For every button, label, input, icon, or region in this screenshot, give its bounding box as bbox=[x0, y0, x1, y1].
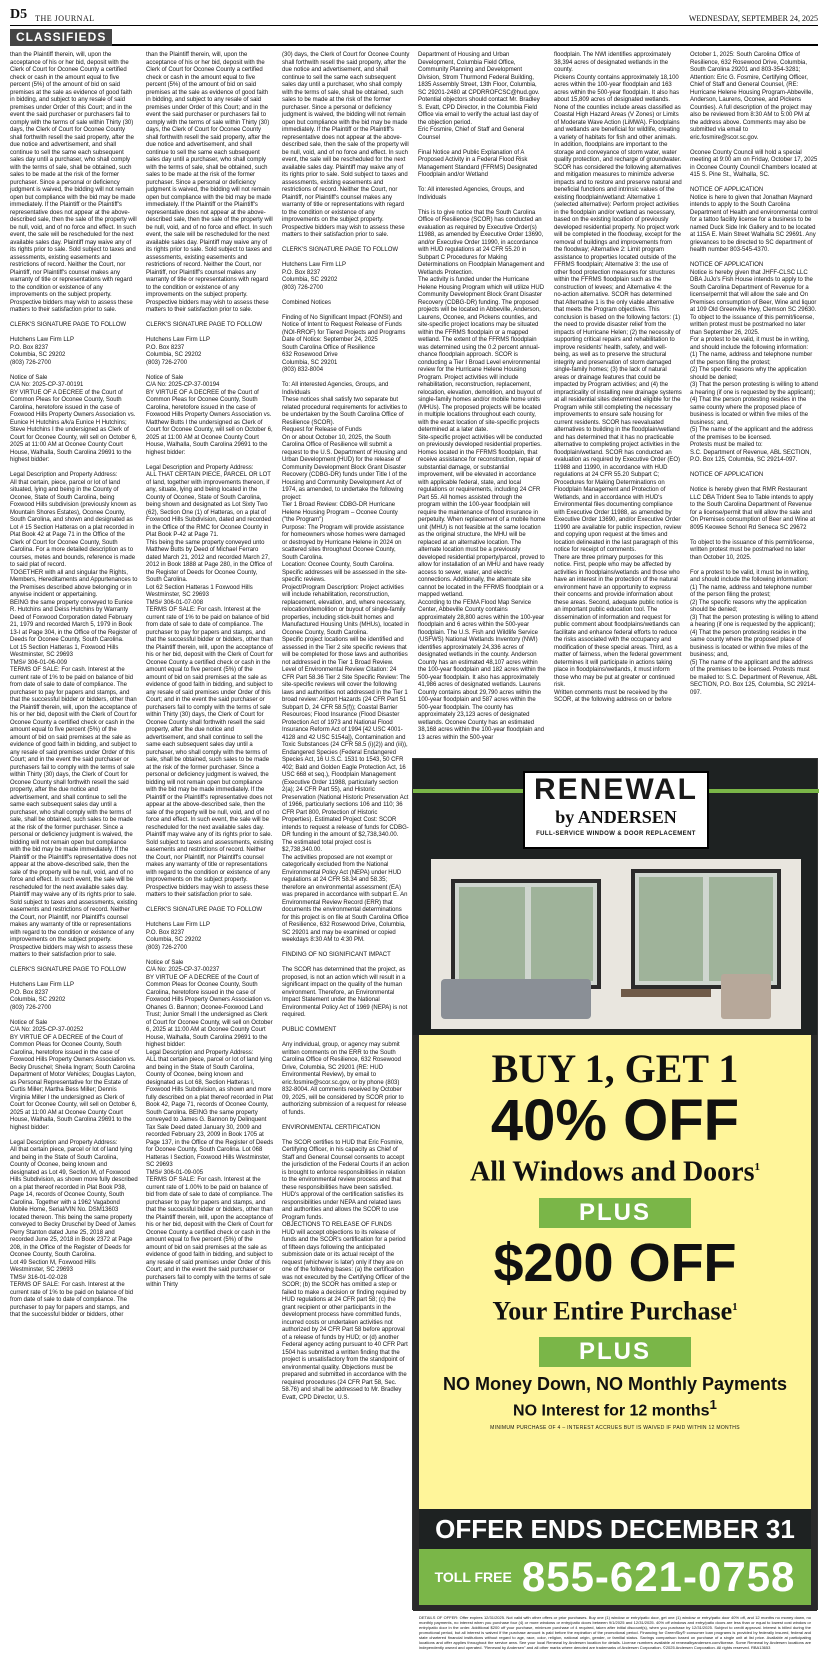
column-text: October 1, 2025: South Carolina Office of Resilience, 632 Rosewood Drive, Columbia, South Carolina 29201 and 803-354-3281; Attention: Eric G. Fosmire, Certifying Officer, Chief of Staff and General Counsel, (RE: Hurricane Helene Housing Program-Abbeville, Anderson, Laurens, Oconee, and Pickens Counties). A full description of the project may also be reviewed from 8:30 AM to 5:00 PM at the address above. Comments may also be submitted via email to eric.fosmire@scor.sc.gov. Oconee County Council will hold a special meeting at 9:00 am on Friday, October 17, 2025 in Oconee County Council Chambers located at 415 S. Pine St., Walhalla, SC. NOTICE OF APPLICATION Notice is here to given that Jonathan Maynard intends to apply to the South Carolina Department of Health and environmental control for a tattoo facility license for a business to be named Duck Side Ink Gallery and to be located at 115A E. Main Street Walhalla SC 29691. Any grievances to be directed to SC department of health number 803-545-4370. NOTICE OF APPLICATION Notice is hereby given that JHFF-CLSC LLC DBA JuJo's Fish House intends to apply to the South Carolina Department of Revenue for a license/permit that will allow the sale and On Premises consumption of Beer, Wine and liquor at 109 Old Greenville Hwy, Clemson SC 29630. To object to the issuance of this permit/license, written protest must be postmarked no later than September 26, 2025. For a protest to be valid, it must be in writing, and should include the following information: (1) The name, address and telephone number of the person filing the protest; (2) The specific reasons why the application should be denied; (3) That the person protesting is willing to attend a hearing (if one is requested by the applicant); (4) That the person protesting resides in the same county where the proposed place of business is located or within five miles of the business; and, (5) The name of the applicant and the address of the premises to be licensed. Protests must be mailed to: S.C. Department of Revenue, ABL SECTION, P.O. Box 125, Columbia, SC 29214-097. NOTICE OF APPLICATION Notice is hereby given that RMR Restaurant LLC DBA Trident Sea to Table intends to apply to the South Carolina Department of Revenue for a license/permit that will allow the sale and On Premises consumption of Beer and Wine at 8095 Keowee School Rd Seneca SC 29672 To object to the issuance of this permit/license, written protest must be postmarked no later than October 10, 2025. For a protest to be valid, it must be in writing, and should include the following information: (1) The name, address and telephone number of the person filing the protest; (2) The specific reasons why the application should be denied; (3) That the person protesting is willing to attend a hearing (if one is requested by the applicant); (4) That the person protesting resides in the same county where the proposed place of business is located or within five miles of the business; and, (5) The name of the applicant and the address of the premises to be licensed. Protests must be mailed to: S.C. Department of Revenue, ABL SECTION, P.O. Box 125, Columbia, SC 29214-097. bbox=[690, 52, 818, 696]
offer-dollar-sub: Your Entire Purchase$^1$ bbox=[492, 1296, 738, 1326]
window-illustration bbox=[451, 879, 601, 989]
masthead bbox=[10, 6, 818, 26]
offer-ends-bar: OFFER ENDS DECEMBER 31 bbox=[419, 1509, 811, 1549]
column-text: than the Plaintiff therein, will, upon the acceptance of his or her bid, deposit with the Clerk of Court for Oconee County a certified check or cash in the amount equal to five percent (5%) of the amount of bid on said premises at the sale as evidence of good faith in bidding, and subject to any resale of said premises under Order of this Court; and in the event the said purchaser or purchasers fail to comply with the terms of sale within Thirty (30) days, the Clerk of Court for Oconee County shall forthwith resell the said property, after the due notice and advertisement, and shall continue to sell the same each subsequent sales day until a purchaser, who shall comply with the terms of sale, shall be obtained, such sales to be made at the risk of the former purchaser. Since a personal or deficiency judgment is waived, the bidding will not remain open but compliance with the bid may be made immediately. If the Plaintiff or the Plaintiff's representative does not appear at the above-described sale, then the sale of the property will be null, void, and of no force and effect. In such event, the sale will be rescheduled for the next available sales day. Plaintiff may waive any of its rights prior to sale. Sold subject to taxes and assessments, existing easements and restrictions of record. Neither the Court, nor Plaintiff, nor Plaintiff's counsel makes any warranty of title or representations with regard to the condition or existence of any improvements on the subject property. Prospective bidders may wish to assess these matters to their satisfaction prior to sale. CLERK'S SIGNATURE PAGE TO FOLLOW Hutchens Law Firm LLP P.O. Box 8237 Columbia, SC 29202 (803) 726-2700 Notice of Sale C/A No: 2025-CP-37-00194 BY VIRTUE OF A DECREE of the Court of Common Pleas for Oconee County, South Carolina, heretofore issued in the case of Foxwood Hills Property Owners Association vs. Matthew Butts I the undersigned as Clerk of Court for Oconee County, will sell on October 6, 2025 at 11:00 AM at Oconee County Court House, Walhalla, South Carolina 29691 to the highest bidder: Legal Description and Property Address: ALL THAT CERTAIN PIECE, PARCEL OR LOT of land, together with improvements thereon, if any, situate, lying and being located in the County of Oconee, State of South Carolina, being shown and designated as Lot Sixty Two (62), Section One (1) of Hatteras, on a plat of Foxwood Hills Subdivision, dated and recorded in the Office of the RMC for Oconee County in Plat Book P-42 at Page 71. This being the same property conveyed unto Matthew Butts by Deed of Michael Ferraro dated March 21, 2012 and recorded March 27, 2012 in Book 1888 at Page 280, in the Office of the Register of Deeds for Oconee County, South Carolina. Lot 62 Section Hatteras 1 Foxwood Hills Westminster, SC 29693 TMS# 306-01-07-008 TERMS OF SALE: For cash. Interest at the current rate of 1% to be paid on balance of bid from date of sale to date of compliance. The purchaser to pay for papers and stamps, and that the successful bidder or bidders, other than the Plaintiff therein, will, upon the acceptance of his or her bid, deposit with the Clerk of Court for Oconee County a certified check or cash in the amount equal to five percent (5%) of the amount of bid on said premises at the sale as evidence of good faith in bidding, and subject to any resale of said premises under Order of this Court; and in the event the said purchaser or purchasers fail to comply with the terms of sale within Thirty (30) days, the Clerk of Court for Oconee County shall forthwith resell the said property, after the due notice and advertisement, and shall continue to sell the same each subsequent sales day until a purchaser, who shall comply with the terms of sale, shall be obtained, such sales to be made at the risk of the former purchaser. Since a personal or deficiency judgment is waived, the bidding will not remain open but compliance with the bid may be made immediately. If the Plaintiff or the Plaintiff's representative does not appear at the above-described sale, then the sale of the property will be null, void, and of no force and effect. In such event, the sale will be rescheduled for the next available sales day. Plaintiff may waive any of its rights prior to sale. Sold subject to taxes and assessments, existing easements and restrictions of record. Neither the Court, nor Plaintiff, nor Plaintiff's counsel makes any warranty of title or representations with regard to the condition or existence of any improvements on the subject property. Prospective bidders may wish to assess these matters to their satisfaction prior to sale. CLERK'S SIGNATURE PAGE TO FOLLOW Hutchens Law Firm LLP P.O. Box 8237 Columbia, SC 29202 (803) 726-2700 Notice of Sale C/A No: 2025-CP-37-00237 BY VIRTUE OF A DECREE of the Court of Common Pleas for Oconee County, South Carolina, heretofore issued in the case of Foxwood Hills Property Owners Association vs. Ohanes G. Bannon; Oconee-Foxwood Land Trust; Junior Small I the undersigned as Clerk of Court for Oconee County, will sell on October 6, 2025 at 11:00 AM at Oconee County Court House, Walhalla, South Carolina 29691 to the highest bidder: Legal Description and Property Address: ALL that certain piece, parcel or lot of land lying and being in the State of South Carolina, County of Oconee, being known and designated as Lot 68, Section Hatteras I, Foxwood Hills Subdivision, as shown and more fully described on a plat thereof recorded in Plat Book 42, Page 71, records of Oconee County, South Carolina. BEING the same property conveyed to James G. Bannon by Delinquent Tax Sale Deed dated January 30, 2009 and recorded February 23, 2009 in Book 1705 at Page 137, in the Office of the Register of Deeds for Oconee County, South Carolina. Lot 068 Hatteras I Section, Foxwood Hills Westminster, SC 29693 TMS# 306-01-09-005 TERMS OF SALE: For cash. Interest at the current rate of 1.00% to be paid on balance of bid from date of sale to date of compliance. The purchaser to pay for papers and stamps, and that the successful bidder or bidders, other than the Plaintiff therein, will, upon the acceptance of his or her bid, deposit with the Clerk of Court for Oconee County a certified check or cash in the amount equal to five percent (5%) of the amount of bid on said premises at the sale as evidence of good faith in bidding, and subject to any resale of said premises under Order of this Court; and in the event the said purchaser or purchasers fail to comply with the terms of sale within Thirty bbox=[146, 52, 274, 1288]
section-title: CLASSIFIEDS bbox=[10, 29, 112, 46]
column-text: Department of Housing and Urban Development, Columbia Field Office, Community Planning and Development Division, Strom Thurmond Federal Building, 1835 Assembly Street, 13th Floor, Columbia, SC 29201-2480 at CPDRROFCSC@hud.gov. Potential objectors should contact Mr. Bradley S. Evatt, CPD Director, in the Columbia Field Office via email to verify the actual last day of the objection period. Eric Fosmire, Chief of Staff and General Counsel Final Notice and Public Explanation of A Proposed Activity in a Federal Flood Risk Management Standard (FFRMS) Designated Floodplain and/or Wetland To: All interested Agencies, Groups, and Individuals This is to give notice that the South Carolina Office of Resilience (SCOR) has conducted an evaluation as required by Executive Order(s) 11988, as amended by Executive Order 13690, and/or Executive Order 11990, in accordance with HUD regulations at 24 CFR 55.20 in Subpart C Procedures for Making Determinations on Floodplain Management and Wetlands Protection. The activity is funded under the Hurricane Helene Housing Program which will utilize HUD Community Development Block Grant Disaster Recovery (CDBG-DR) funding. The proposed projects will be located in Abbeville, Anderson, Laurens, Oconee, and Pickens counties, and site-specific project locations may be situated within the FFRMS floodplain or a mapped wetland. The extent of the FFRMS floodplain was determined using the 0.2 percent annual-chance floodplain approach. SCOR is conducting a Tier I Broad Level environmental review for the Hurricane Helene Housing Program. Project activities will include rehabilitation, reconstruction, replacement, relocation, elevation, demolition, and buyout of single-family homes and/or mobile home units (MHUs). The proposed projects will be located in multiple locations throughout each county, with the exact location of site-specific projects determined at a later date. Site-specific project activities will be conducted on previously developed residential properties. Homes located in the FFRMS floodplain, that receive assistance for reconstruction, repair of substantial damage, or substantial improvement, will be elevated in accordance with applicable federal, state, and local regulations or requirements, including 24 CFR Part 55. All homes assisted through the program within the 100-year floodplain will require the maintenance of flood insurance in perpetuity. When replacement of a mobile home unit (MHU) is not feasible at the same location as the original structure, the MHU will be replaced at an alternative location. The alternate location must be a previously developed residential property/parcel, proved to allow for installation of an MHU and have ready access to sewer, water, and electric connections. Additionally, the alternate site cannot be located in the FFRMS floodplain or a mapped wetland. According to the FEMA Flood Map Service Center, Abbeville County contains approximately 28,800 acres within the 100-year floodplain and 6 acres within the 500-year floodplain. The U.S. Fish and Wildlife Service (USFWS) National Wetlands Inventory (NWI) identifies approximately 24,336 acres of designated wetlands in the county. Anderson County has an estimated 48,107 acres within the 100-year floodplain and 182 acres within the 500-year floodplain. It also has approximately 41,986 acres of designated wetlands. Laurens County contains about 29,790 acres within the 100-year floodplain and 587 acres within the 500-year floodplain. The county has approximately 23,123 acres of designated wetlands. Oconee County has an estimated 38,168 acres within the 100-year floodplain and 13 acres within the 500-year bbox=[418, 52, 546, 741]
offer-minimum: MINIMUM PURCHASE OF 4 – INTEREST ACCRUES BUT IS WAIVED IF PAID WITHIN 12 MONTHS bbox=[490, 1425, 740, 1432]
column-text: (30) days, the Clerk of Court for Oconee County shall forthwith resell the said property, after the due notice and advertisement, and shall continue to sell the same each subsequent sales day until a purchaser, who shall comply with the terms of sale, shall be obtained, such sales to be made at the risk of the former purchaser. Since a personal or deficiency judgment is waived, the bidding will not remain open but compliance with the bid may be made immediately. If the Plaintiff or the Plaintiff's representative does not appear at the above-described sale, then the sale of the property will be null, void, and of no force and effect. In such event, the sale will be rescheduled for the next available sales day. Plaintiff may waive any of its rights prior to sale. Sold subject to taxes and assessments, existing easements and restrictions of record. Neither the Court, nor Plaintiff, nor Plaintiff's counsel makes any warranty of title or representations with regard to the condition or existence of any improvements on the subject property. Prospective bidders may wish to assess these matters to their satisfaction prior to sale. CLERK'S SIGNATURE PAGE TO FOLLOW Hutchens Law Firm LLP P.O. Box 8237 Columbia, SC 29202 (803) 726-2700 Combined Notices Finding of No Significant Impact (FONSI) and Notice of Intent to Request Release of Funds (NOI-RROF) for Tiered Projects and Programs Date of Notice: September 24, 2025 South Carolina Office of Resilience 632 Rosewood Drive Columbia, SC 29201 (803) 832-8004 To: All interested Agencies, Groups, and Individuals These notices shall satisfy two separate but related procedural requirements for activities to be undertaken by the South Carolina Office of Resilience (SCOR). Request for Release of Funds On or about October 10, 2025, the South Carolina Office of Resilience will submit a request to the U.S. Department of Housing and Urban Development (HUD) for the release of Community Development Block Grant Disaster Recovery (CDBG-DR) funds under Title I of the Housing and Community Development Act of 1974, as amended, to undertake the following project: Tier 1 Broad Review: CDBG-DR Hurricane Helene Housing Program – Oconee County ("the Program") Purpose: The Program will provide assistance for homeowners whose homes were damaged or destroyed by Hurricane Helene in 2024 on scattered sites throughout Oconee County, South Carolina. Location: Oconee County, South Carolina. Specific addresses will be assessed in the site-specific reviews. Project/Program Description: Project activities will include rehabilitation, reconstruction, replacement, elevation, and, where necessary, relocation/demolition or buyout of single-family properties, including stick-built homes and Manufactured Housing Units (MHUs), located in Oconee County, South Carolina. Specific project locations will be identified and assessed in the Tier 2 site specific reviews that will be completed for those laws and authorities not addressed in the Tier 1 Broad Review. Level of Environmental Review Citation: 24 CFR Part 58.36 Tier 2 Site Specific Review: The site-specific reviews will cover the following laws and authorities not addressed in the Tier 1 broad review: Airport Hazards (24 CFR Part 51 Subpart D, 24 CFR 58.5(f)); Coastal Barrier Resources; Flood Insurance (Flood Disaster Protection Act of 1973 and National Flood Insurance Reform Act of 1994 [42 USC 4001-4128 and 42 USC 5154a]), Contamination and Toxic Substances (24 CFR 58.5 (i)(2)) and (iii)), Endangered Species (Federal Endangered Species Act, 16 U.S.C. 1531 to 1543, 50 CFR 402; Bald and Golden Eagle Protection Act, 16 USC 668 et seq.), Floodplain Management (Executive Order 11988, particularly section 2(a); 24 CFR Part 55), and Historic Preservation (National Historic Preservation Act of 1966, particularly sections 106 and 110; 36 CFR Part 800, Protection of Historic Properties). Estimated Project Cost: SCOR intends to request a release of funds for CDBG-DR funding in the amount of $2,738,340.00. The estimated total project cost is $2,738,340.00. The activities proposed are not exempt or categorically excluded from the National Environmental Policy Act (NEPA) under HUD regulations at 24 CFR 58.34 and 58.35; therefore an environmental assessment (EA) was prepared in accordance with subpart E. An Environmental Review Record (ERR) that documents the environmental determinations for this project is on file at South Carolina Office of Resilience, 632 Rosewood Drive, Columbia, SC 29201 and may be examined or copied weekdays 8:30 AM to 4:30 PM. FINDING OF NO SIGNIFICANT IMPACT The SCOR has determined that the project, as proposed, is not an action which will result in a significant impact on the quality of the human environment. Therefore, an Environmental Impact Statement under the National Environmental Policy Act of 1969 (NEPA) is not required. PUBLIC COMMENT Any individual, group, or agency may submit written comments on the ERR to the South Carolina Office of Resilience, 632 Rosewood Drive, Columbia, SC 29201 (RE: HUD Environmental Review), by email to eric.fosmire@scor.sc.gov, or by phone (803) 832-8004. All comments received by October 09, 2025, will be considered by SCOR prior to authorizing submission of a request for release of funds. ENVIRONMENTAL CERTIFICATION The SCOR certifies to HUD that Eric Fosmire, Certifying Officer, in his capacity as Chief of Staff and General Counsel consents to accept the jurisdiction of the Federal Courts if an action is brought to enforce responsibilities in relation to the environmental review process and that these responsibilities have been satisfied. HUD's approval of the certification satisfies its responsibilities under NEPA and related laws and authorities and allows the SCOR to use Program funds. OBJECTIONS TO RELEASE OF FUNDS HUD will accept objections to its release of funds and the SCOR's certification for a period of fifteen days following the anticipated submission date or its actual receipt of the request (whichever is later) only if they are on one of the following bases: (a) the certification was not executed by the Certifying Officer of the SCOR; (b) the SCOR has omitted a step or failed to make a decision or finding required by HUD regulations at 24 CFR part 58; (c) the grant recipient or other participants in the development process have committed funds, incurred costs or undertaken activities not authorized by 24 CFR Part 58 before approval of a release of funds by HUD; or (d) another Federal agency acting pursuant to 40 CFR Part 1504 has submitted a written finding that the project is unsatisfactory from the standpoint of environmental quality. Objections must be prepared and submitted in accordance with the required procedures (24 CFR Part 58, Sec. 58.76) and shall be addressed to Mr. Bradley Evatt, CPD Director, U.S. bbox=[282, 52, 410, 1401]
offer-dollar-off: $200 OFF bbox=[493, 1233, 737, 1294]
section-bar bbox=[10, 28, 818, 46]
offer-discount-sub: All Windows and Doors$^1$ bbox=[470, 1156, 760, 1188]
phone-bar bbox=[419, 1549, 811, 1605]
chair-illustration bbox=[721, 974, 771, 1019]
couch-illustration bbox=[441, 979, 591, 1019]
column-text: floodplain. The NWI identifies approximately 38,394 acres of designated wetlands in the county. Pickens County contains approximately 18,100 acres within the 100-year floodplain and 163 acres within the 500-year floodplain. It also has about 15,809 acres of designated wetlands. None of the counties include areas classified as Coastal High Hazard Areas (V Zones) or Limits of Moderate Wave Action (LiMWA). Floodplains and wetlands are beneficial for wildlife, creating a variety of habitats for fish and other animals. In addition, floodplains are important to the storage and conveyance of storm water, water quality protection, and recharge of groundwater. SCOR has considered the following alternatives and mitigation measures to minimize adverse impacts and to restore and preserve natural and beneficial functions and intrinsic values of the existing floodplain/wetland: Alternative 1 (selected alternative): Perform project activities in the floodplain and/or wetland as necessary, based on the existing location of previously developed residential property. No project work will be completed in the floodway, except for the removal of buildings and improvements from the floodway; Alternative 2: Limit program assistance to properties located outside of the FFRMS floodplain; Alternative 3: the use of other flood protection measures for structures within the FFRMS floodplain such as the construction of levees; and Alternative 4: the no-action alternative. SCOR has determined that Alternative 1 is the only viable alternative that meets the Program objectives. This conclusion is based on the following factors: (1) the need to provide disaster relief from the impacts of Hurricane Helen; (2) the necessity of supporting critical repairs and rehabilitation to improve residents' health, safety, and well-being, as well as to preserve the structural integrity and preservation of storm damaged single-family homes; (3) the lack of natural areas or drainage features that could be impacted by Program activities; and (4) the impracticality of installing new drainage systems at all residential sites determined eligible for the Program while still completing the necessary improvements to ensure safe housing for current residents. SCOR has reevaluated alternatives to building in the floodplain/wetland and has determined that it has no practicable alternative to completing project activities in the floodplain/wetland. SCOR has conducted an evaluation as required by Executive Order (EO) 11988 and 11990, in accordance with HUD regulations at 24 CFR 55.20 Subpart C; Procedures for Making Determinations on Floodplain Management and Protection of Wetlands, and in accordance with HUD's Environmental files documenting compliance with Executive Order 11988, as amended by Executive Order 13690, and/or Executive Order 11990 are available for public inspection, review and copying upon request at the times and location delineated in the last paragraph of this notice for receipt of comments. There are three primary purposes for this notice. First, people who may be affected by activities in floodplains/wetlands and those who have an interest in the protection of the natural environment have an opportunity to express their concerns and provide information about these areas. Second, adequate public notice is an important public education tool. The dissemination of information and request for public comment about floodplains/wetlands can facilitate and enhance federal efforts to reduce the risks associated with the occupancy and modification of these special areas. Third, as a matter of fairness, when the federal government determines it will participate in actions taking place in floodplains/wetlands, it must inform those who may be put at greater or continued risk. Written comments must be received by the SCOR, at the following address on or before bbox=[554, 52, 682, 703]
window-illustration bbox=[631, 869, 781, 989]
column-5 bbox=[554, 52, 682, 752]
table-illustration bbox=[621, 989, 711, 997]
brand-logo bbox=[523, 771, 709, 849]
ad-photo-area bbox=[413, 759, 817, 1035]
toll-free-label: TOLL FREE bbox=[434, 1569, 512, 1585]
accent-stripe bbox=[709, 789, 819, 793]
renewal-andersen-ad bbox=[412, 758, 818, 1650]
offer-headline: BUY 1, GET 1 bbox=[491, 1046, 739, 1091]
paper-name: THE JOURNAL bbox=[35, 14, 95, 23]
column-6 bbox=[690, 52, 818, 752]
accent-stripe bbox=[413, 789, 523, 793]
plus-badge-2: PLUS bbox=[539, 1337, 691, 1367]
column-4 bbox=[418, 52, 546, 752]
room-photo bbox=[431, 859, 801, 1029]
column-2 bbox=[146, 52, 274, 1612]
page-number: D5 bbox=[10, 7, 28, 22]
offer-interest: NO Interest for 12 months$^1$ bbox=[513, 1396, 717, 1420]
ad-offer-panel bbox=[413, 1035, 817, 1611]
ad-disclaimer: DETAILS OF OFFER: Offer expires 12/31/2025. Not valid with other offers or prior purchases. Buy one (1) window or entry/patio door, get one (1) window or entry/patio door 40% off, and 12 months no money down, no monthly payments, no interest when you purchase four (4) or more windows or entry/patio doors between 9/1/2025 and 12/31/2025. 40% off windows and entry/patio doors are less than or equal to lowest cost window or entry/patio door in the order. Additional $200 off your purchase, minimum purchase of 4 required, taken after initial discount(s), when you purchase by 12/31/2025. Subject to credit approval. Interest is billed during the promotional period, but all interest is waived if the purchase amount is paid before the expiration of the promotional period. Financing for GreenSky® consumer loan programs is provided by federally insured, federal and state chartered financial institutions without regard to age, race, color, religion, national origin, gender, or familial status. Savings comparison based on purchase of a single unit at list price. Available at participating locations and offer applies throughout the service area. See your local Renewal by Andersen location for details. License numbers available at renewalbyandersen.com/license. Some Renewal by Andersen locations are independently owned and operated. "Renewal by Andersen" and all other marks where denoted are trademarks of Andersen Corporation. ©2025 Andersen Corporation. All rights reserved. RBA13653 bbox=[419, 1615, 811, 1650]
plus-badge: PLUS bbox=[539, 1198, 691, 1228]
column-text: than the Plaintiff therein, will, upon the acceptance of his or her bid, deposit with the Clerk of Court for Oconee County a certified check or cash in the amount equal to five percent (5%) of the amount of bid on said premises at the sale as evidence of good faith in bidding, and subject to any resale of said premises under Order of this Court; and in the event the said purchaser or purchasers fail to comply with the terms of sale within Thirty (30) days, the Clerk of Court for Oconee County shall forthwith resell the said property, after the due notice and advertisement, and shall continue to sell the same each subsequent sales day until a purchaser, who shall comply with the terms of sale, shall be obtained, such sales to be made at the risk of the former purchaser. Since a personal or deficiency judgment is waived, the bidding will not remain open but compliance with the bid may be made immediately. If the Plaintiff or the Plaintiff's representative does not appear at the above-described sale, then the sale of the property will be null, void, and of no force and effect. In such event, the sale will be rescheduled for the next available sales day. Plaintiff may waive any of its rights prior to sale. Sold subject to taxes and assessments, existing easements and restrictions of record. Neither the Court, nor Plaintiff, nor Plaintiff's counsel makes any warranty of title or representations with regard to the condition or existence of any improvements on the subject property. Prospective bidders may wish to assess these matters to their satisfaction prior to sale. CLERK'S SIGNATURE PAGE TO FOLLOW Hutchens Law Firm LLP P.O. Box 8237 Columbia, SC 29202 (803) 726-2700 Notice of Sale C/A No: 2025-CP-37-00191 BY VIRTUE OF A DECREE of the Court of Common Pleas for Oconee County, South Carolina, heretofore issued in the case of Foxwood Hills Property Owners Association vs. Eunice H Hutchins a/k/a Eunice H Hutchins; Steve Hutchins I the undersigned as Clerk of Court for Oconee County, will sell on October 6, 2025 at 11:00 AM at Oconee County Court House, Walhalla, South Carolina 29691 to the highest bidder: Legal Description and Property Address: All that certain, piece, parcel or lot of land situated, lying and being in the County of Oconee, State of South Carolina, being Foxwood Hills subdivision (previously known as Mountain Shores Estates), Oconee County, South Carolina, and shown and designated as Lot # 15 Section Hatteras on a plat recorded in Plat Book 42 at Page 71 in the Office of the Clerk of Court for Oconee County, South Carolina. For a more detailed description as to courses, metes and bounds, reference is made to said plat of record. TOGETHER with all and singular the Rights, Members, Hereditaments and Appurtenances to the Premises described above belonging or in anywise incident or appertaining. BEING the same property conveyed to Eunice R. Hutchins and Deiss Hutchins by Warranty Deed of Foxwood Corporation dated February 21, 1979 and recorded March 5, 1979 in Book 13-I at Page 304, in the Office of the Register of Deeds for Oconee County, South Carolina. Lot 15 Section Hatteras 1, Foxwood Hills Westminster, SC 29693 TMS# 306-01-06-009 TERMS OF SALE: For cash. Interest at the current rate of 1% to be paid on balance of bid from date of sale to date of compliance. The purchaser to pay for papers and stamps, and that the successful bidder or bidders, other than the Plaintiff therein, will, upon the acceptance of his or her bid, deposit with the Clerk of Court for Oconee County a certified check or cash in the amount equal to five percent (5%) of the amount of bid on said premises at the sale as evidence of good faith in bidding, and subject to any resale of said premises under Order of this Court; and in the event the said purchaser or purchasers fail to comply with the terms of sale within Thirty (30) days, the Clerk of Court for Oconee County shall forthwith resell the said property, after the due notice and advertisement, and shall continue to sell the same each subsequent sales day until a purchaser, who shall comply with the terms of sale, shall be obtained, such sales to be made at the risk of the former purchaser. Since a personal or deficiency judgment is waived, the bidding will not remain open but compliance with the bid may be made immediately. If the Plaintiff or the Plaintiff's representative does not appear at the above-described sale, then the sale of the property will be null, void, and of no force and effect. In such event, the sale will be rescheduled for the next available sales day. Plaintiff may waive any of its rights prior to sale. Sold subject to taxes and assessments, existing easements and restrictions of record. Neither the Court, nor Plaintiff, nor Plaintiff's counsel makes any warranty of title or representations with regard to the condition or existence of any improvements on the subject property. Prospective bidders may wish to assess these matters to their satisfaction prior to sale. CLERK'S SIGNATURE PAGE TO FOLLOW Hutchens Law Firm LLP P.O. Box 8237 Columbia, SC 29202 (803) 726-2700 Notice of Sale C/A No: 2025-CP-37-00252 BY VIRTUE OF A DECREE of the Court of Common Pleas for Oconee County, South Carolina, heretofore issued in the case of Foxwood Hills Property Owners Association vs. Becky Druschel; Sheila Ingram; South Carolina Department of Motor Vehicles; Douglas Layton, as Personal Representative for the Estate of Curtis Miller; Martha Bess Miller; Dennis Virginia Miller I the undersigned as Clerk of Court for Oconee County, will sell on October 6, 2025 at 11:00 AM at Oconee County Court House, Walhalla, South Carolina 29691 to the highest bidder: Legal Description and Property Address: All that certain piece, parcel or lot of land lying and being in the State of South Carolina, County of Oconee, being known and designated as Lot 49, Section M, of Foxwood Hills Subdivision, as shown more fully described on a plat thereof recorded in Plat Book P38, Page 14, records of Oconee County, South Carolina. Together with a 1962 Vagabond Mobile Home, Serial/VIN No. DSM13603 located thereon. This being the same property conveyed to Becky Druschel by Deed of James Perry Stanton dated June 25, 2018 and recorded June 25, 2018 in Book 2372 at Page 208, in the Office of the Register of Deeds for Oconee County, South Carolina. Lot 49 Section M, Foxwood Hills Westminster, SC 29693 TMS# 316-01-02-028 TERMS OF SALE: For cash. Interest at the current rate of 1% to be paid on balance of bid from date of sale to date of compliance. The purchaser to pay for papers and stamps, and that the successful bidder or bidders, other bbox=[10, 52, 138, 1318]
offer-money-down: NO Money Down, NO Monthly Payments bbox=[442, 1373, 788, 1394]
phone-number[interactable]: 855-621-0758 bbox=[521, 1553, 796, 1600]
column-1 bbox=[10, 52, 138, 1612]
offer-discount: 40% OFF bbox=[490, 1088, 740, 1153]
column-3 bbox=[282, 52, 410, 1612]
publication-date: WEDNESDAY, SEPTEMBER 24, 2025 bbox=[688, 14, 818, 23]
brand-name: RENEWAL bbox=[534, 773, 698, 806]
brand-tagline: FULL-SERVICE WINDOW & DOOR REPLACEMENT bbox=[536, 831, 696, 837]
brand-by: by ANDERSEN bbox=[555, 807, 677, 827]
